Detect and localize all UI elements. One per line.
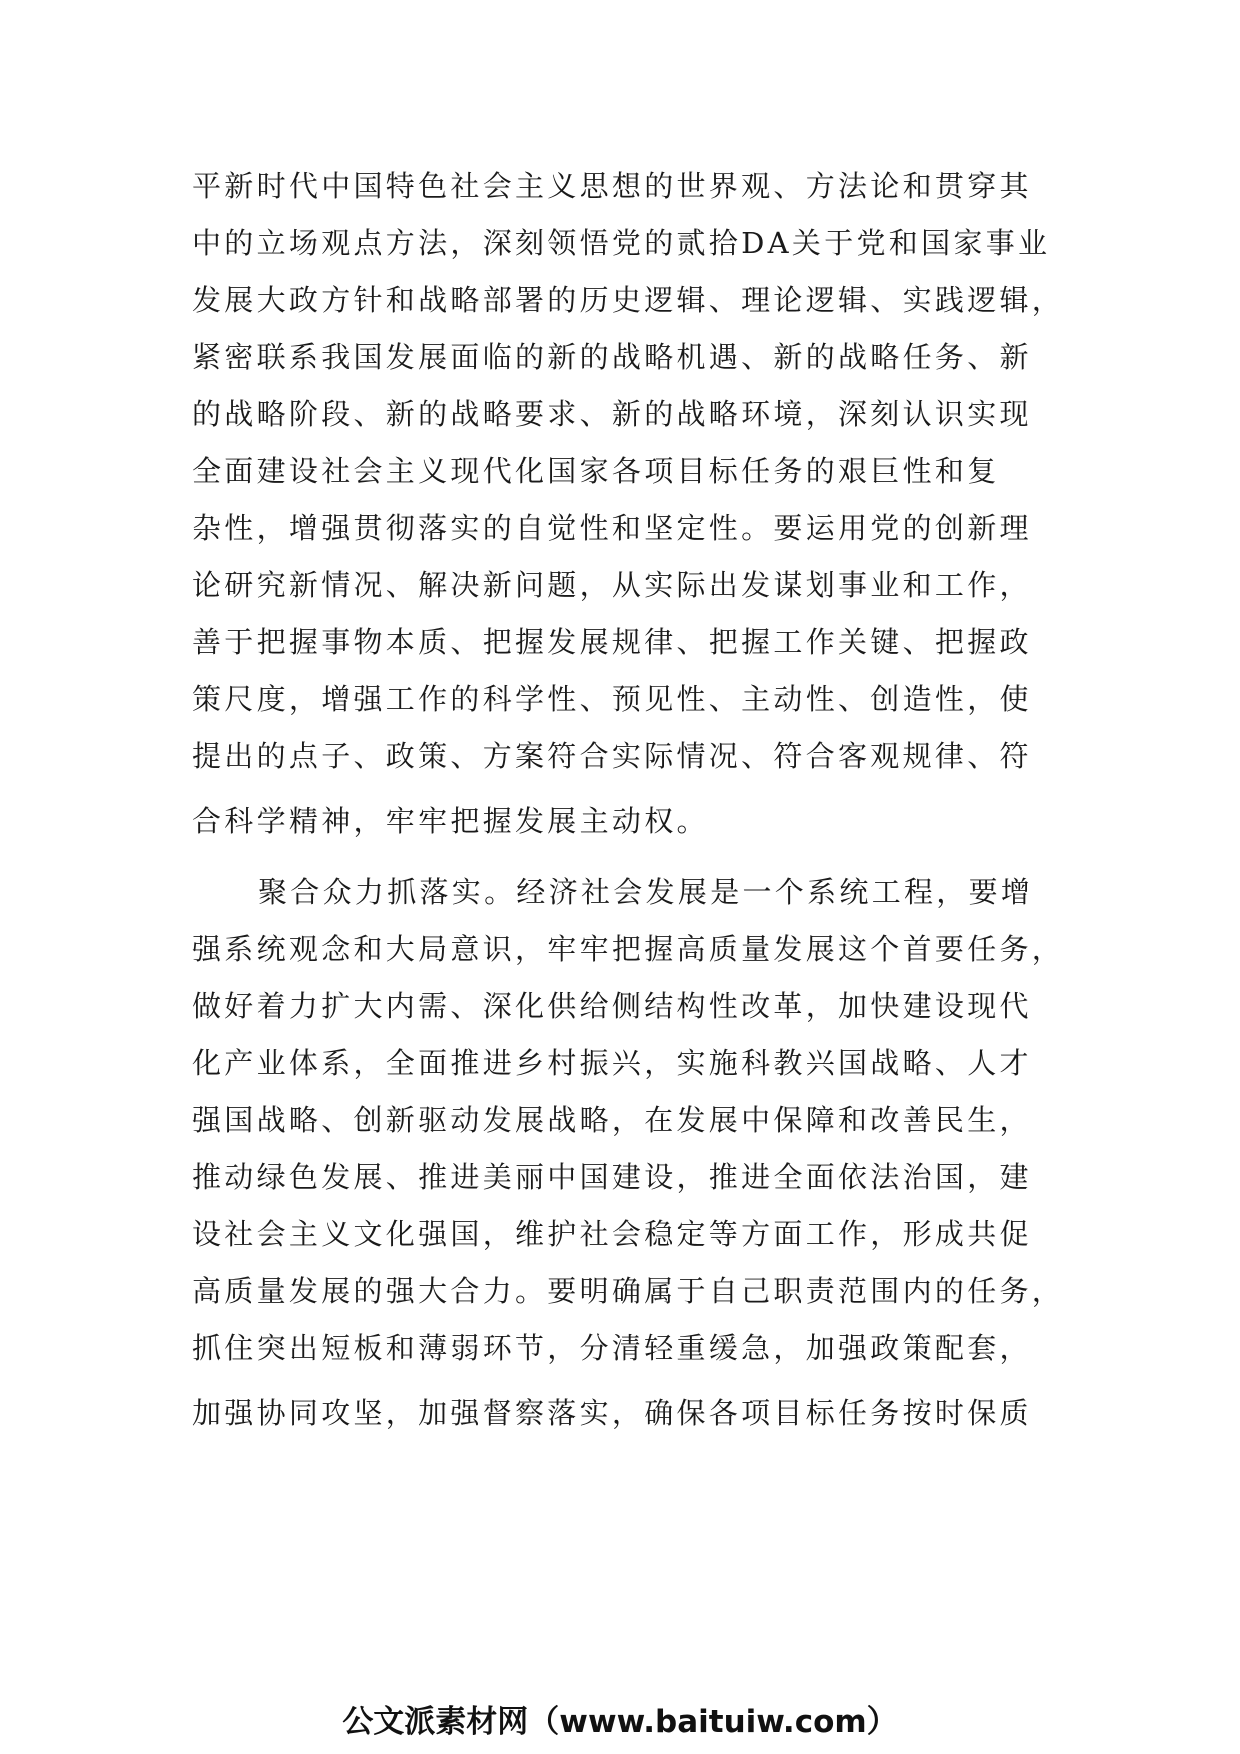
text-line: 加强协同攻坚，加强督察落实，确保各项目标任务按时保质 <box>192 1396 1032 1430</box>
text-line: 全面建设社会主义现代化国家各项目标任务的艰巨性和复 <box>192 454 1000 488</box>
text-line: 提出的点子、政策、方案符合实际情况、符合客观规律、符 <box>192 739 1032 773</box>
text-line: 强国战略、创新驱动发展战略，在发展中保障和改善民生， <box>192 1103 1032 1137</box>
text-line: 紧密联系我国发展面临的新的战略机遇、新的战略任务、新 <box>192 340 1032 374</box>
text-line: 善于把握事物本质、把握发展规律、把握工作关键、把握政 <box>192 625 1032 659</box>
text-line: 的战略阶段、新的战略要求、新的战略环境，深刻认识实现 <box>192 397 1032 431</box>
text-line: 合科学精神，牢牢把握发展主动权。 <box>192 804 709 838</box>
text-line: 高质量发展的强大合力。要明确属于自己职责范围内的任务， <box>192 1274 1065 1308</box>
text-line: 发展大政方针和战略部署的历史逻辑、理论逻辑、实践逻辑， <box>192 283 1065 317</box>
text-line: 抓住突出短板和薄弱环节，分清轻重缓急，加强政策配套， <box>192 1331 1032 1365</box>
text-line: 推动绿色发展、推进美丽中国建设，推进全面依法治国，建 <box>192 1160 1032 1194</box>
text-line: 聚合众力抓落实。经济社会发展是一个系统工程，要增 <box>258 875 1034 909</box>
text-line: 设社会主义文化强国，维护社会稳定等方面工作，形成共促 <box>192 1217 1032 1251</box>
text-line: 策尺度，增强工作的科学性、预见性、主动性、创造性，使 <box>192 682 1032 716</box>
footer-watermark: 公文派素材网（www.baituiw.com） <box>342 1704 898 1740</box>
text-line: 化产业体系，全面推进乡村振兴，实施科教兴国战略、人才 <box>192 1046 1032 1080</box>
text-line: 中的立场观点方法，深刻领悟党的贰拾DA关于党和国家事业 <box>192 226 1051 260</box>
text-line: 做好着力扩大内需、深化供给侧结构性改革，加快建设现代 <box>192 989 1032 1023</box>
text-line: 论研究新情况、解决新问题，从实际出发谋划事业和工作， <box>192 568 1032 602</box>
paragraph-1 <box>192 158 1072 850</box>
text-line: 平新时代中国特色社会主义思想的世界观、方法论和贯穿其 <box>192 169 1032 203</box>
text-line: 强系统观念和大局意识，牢牢把握高质量发展这个首要任务， <box>192 932 1065 966</box>
text-line: 杂性，增强贯彻落实的自觉性和坚定性。要运用党的创新理 <box>192 511 1032 545</box>
document-body <box>192 158 1072 1442</box>
paragraph-2 <box>192 864 1072 1442</box>
